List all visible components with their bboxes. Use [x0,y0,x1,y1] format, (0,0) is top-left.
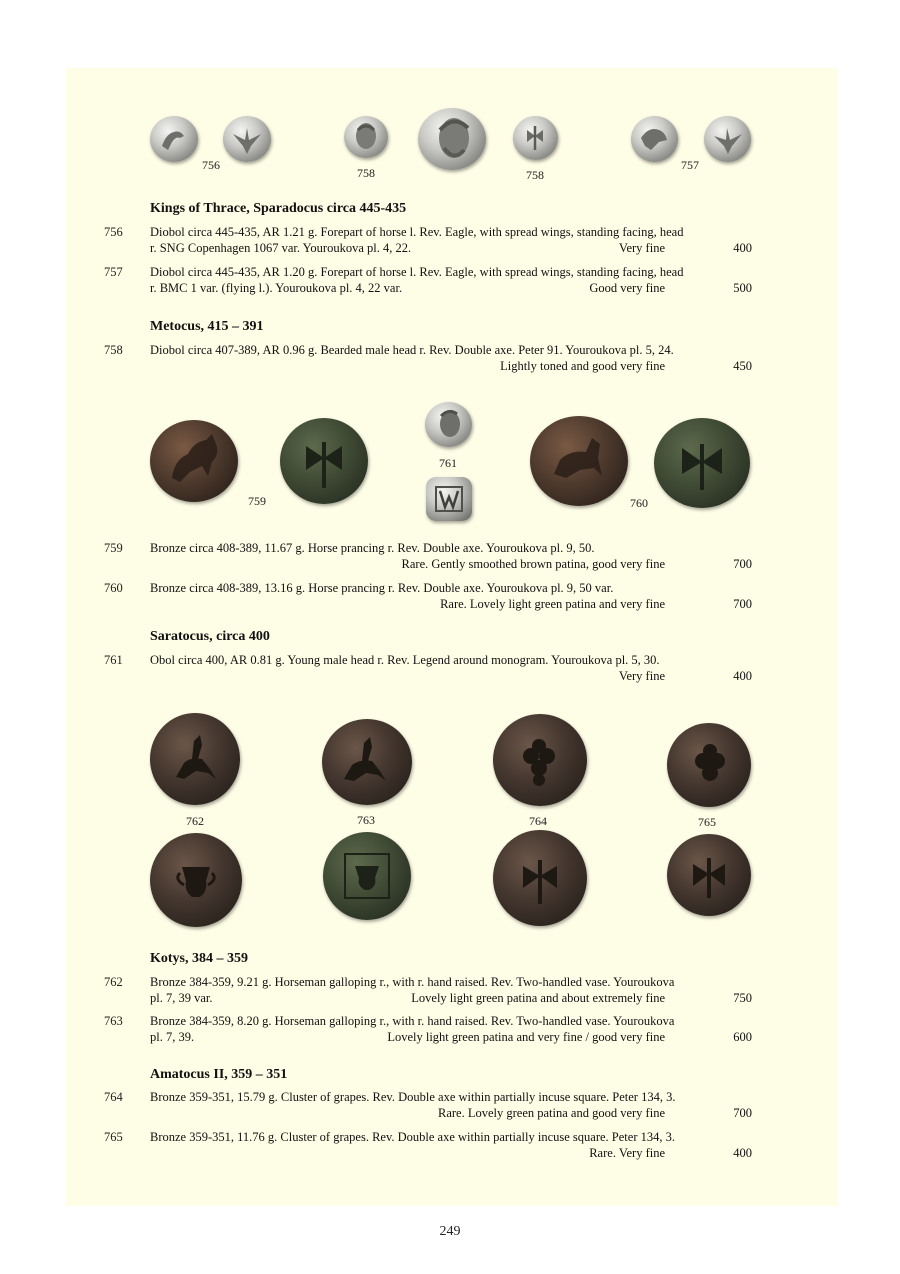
coin-763-obverse [322,719,412,805]
coin-760-reverse [654,418,750,508]
lot-price: 700 [733,1106,752,1120]
lot-grade: Very fine [618,241,665,255]
photo-label-758-a: 758 [357,166,375,180]
photo-label-762: 762 [186,814,204,828]
lot-description-line2: r. SNG Copenhagen 1067 var. Youroukova pl. 4, 22. [150,241,412,255]
coin-762-obverse [150,713,240,805]
lot-price: 700 [733,597,752,611]
lot-number: 757 [104,265,123,279]
lot-grade: Rare. Gently smoothed brown patina, good very fine [401,557,665,571]
photo-label-759: 759 [248,494,266,508]
photo-label-760: 760 [630,496,648,510]
lot-description-line1: Bronze circa 408-389, 13.16 g. Horse prancing r. Rev. Double axe. Youroukova pl. 9, 50 var. [150,581,614,595]
lot-description-line1: Obol circa 400, AR 0.81 g. Young male head r. Rev. Legend around monogram. Youroukova pl. 5, 30. [150,653,660,667]
lot-number: 759 [104,541,123,555]
lot-number: 764 [104,1090,123,1104]
lot-number: 758 [104,343,123,357]
photo-label-756: 756 [202,158,220,172]
lot-grade: Rare. Lovely green patina and good very fine [438,1106,665,1120]
coin-759-reverse [280,418,368,504]
lot-description-line1: Bronze 359-351, 11.76 g. Cluster of grapes. Rev. Double axe within partially incuse square. Peter 134, 3. [150,1130,675,1144]
section-heading-amatocus: Amatocus II, 359 – 351 [150,1067,288,1082]
lot-grade: Good very fine [589,281,665,295]
coin-765-obverse [667,723,751,807]
coin-764-obverse [493,714,587,806]
lot-price: 600 [733,1030,752,1044]
page-number: 249 [439,1224,461,1239]
photo-label-765: 765 [698,815,716,829]
coin-758-obverse-small [344,116,388,158]
lot-number: 765 [104,1130,123,1144]
section-heading-kotys: Kotys, 384 – 359 [150,951,248,966]
lot-description-line2: r. BMC 1 var. (flying l.). Youroukova pl. 4, 22 var. [150,281,403,295]
lot-grade: Rare. Lovely light green patina and very fine [440,597,665,611]
coin-763-reverse [323,832,411,920]
lot-description-line1: Diobol circa 445-435, AR 1.21 g. Forepart of horse l. Rev. Eagle, with spread wings, standing facing, head [150,225,684,239]
coin-765-reverse [667,834,751,916]
lot-price: 500 [733,281,752,295]
lot-price: 700 [733,557,752,571]
lot-number: 761 [104,653,123,667]
coin-757-reverse [704,116,751,162]
section-heading-metocus: Metocus, 415 – 391 [150,319,264,334]
lot-price: 400 [733,669,752,683]
lot-number: 763 [104,1014,123,1028]
coin-760-obverse [530,416,628,506]
lot-price: 750 [733,991,752,1005]
lot-grade: Lightly toned and good very fine [500,359,665,373]
lot-price: 400 [733,1146,752,1160]
lot-number: 756 [104,225,123,239]
coin-761-obverse [425,402,472,447]
lot-grade: Very fine [618,669,665,683]
coin-758-reverse [513,116,558,160]
lot-price: 400 [733,241,752,255]
section-heading-sparadocus: Kings of Thrace, Sparadocus circa 445-435 [150,201,407,216]
coin-764-reverse [493,830,587,926]
lot-description-line2: pl. 7, 39 var. [150,991,213,1005]
coin-758-obverse-large [418,108,486,170]
lot-description-line2: pl. 7, 39. [150,1030,195,1044]
lot-description-line1: Bronze circa 408-389, 11.67 g. Horse prancing r. Rev. Double axe. Youroukova pl. 9, 50. [150,541,595,555]
lot-number: 760 [104,581,123,595]
photo-label-761: 761 [439,456,457,470]
lot-grade: Rare. Very fine [589,1146,665,1160]
coin-756-reverse [223,116,271,162]
coin-759-obverse [150,420,238,502]
photo-label-763: 763 [357,813,375,827]
lot-description-line1: Bronze 384-359, 8.20 g. Horseman galloping r., with r. hand raised. Rev. Two-handled vase. Youroukova [150,1014,675,1028]
lot-number: 762 [104,975,123,989]
lot-description-line1: Diobol circa 445-435, AR 1.20 g. Forepart of horse l. Rev. Eagle, with spread wings, standing facing, head [150,265,684,279]
lot-grade: Lovely light green patina and very fine / good very fine [387,1030,665,1044]
lot-price: 450 [733,359,752,373]
photo-label-757: 757 [681,158,699,172]
photo-label-764: 764 [529,814,547,828]
photo-label-758-b: 758 [526,168,544,182]
coin-757-obverse [631,116,678,162]
lot-description-line1: Bronze 384-359, 9.21 g. Horseman galloping r., with r. hand raised. Rev. Two-handled vase. Youroukova [150,975,675,989]
coin-762-reverse [150,833,242,927]
lot-description-line1: Bronze 359-351, 15.79 g. Cluster of grapes. Rev. Double axe within partially incuse square. Peter 134, 3. [150,1090,676,1104]
section-heading-saratocus: Saratocus, circa 400 [150,629,270,644]
coin-756-obverse [150,116,198,162]
lot-description-line1: Diobol circa 407-389, AR 0.96 g. Bearded male head r. Rev. Double axe. Peter 91. Youroukova pl. 5, 24. [150,343,674,357]
coin-761-reverse [426,477,472,521]
lot-grade: Lovely light green patina and about extremely fine [411,991,665,1005]
